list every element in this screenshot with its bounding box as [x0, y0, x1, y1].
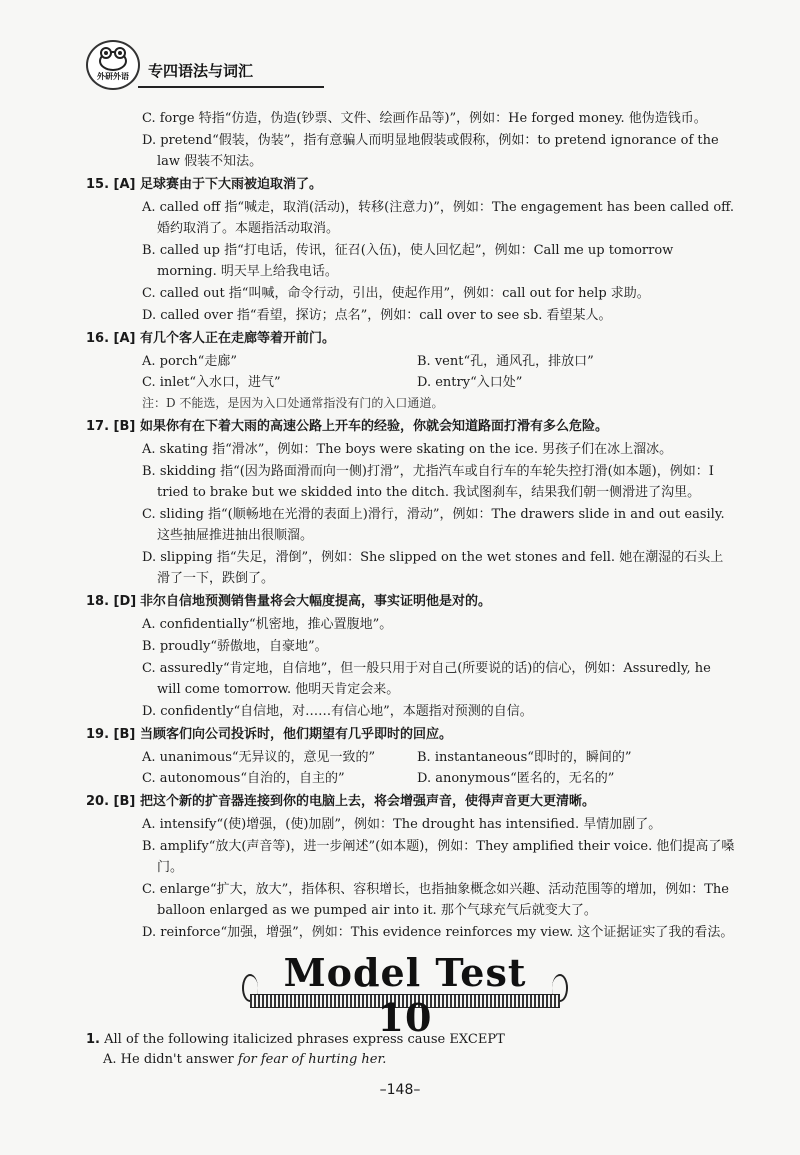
option-explanation: C. sliding 指“(顺畅地在光滑的表面上)滑行，滑动”，例如：The drawers slide in and out easily. 这些抽屉推进抽出很顺溜。 [142, 507, 725, 543]
option-explanation: D. pretend“假装，伪装”，指有意骗人而明显地假装或假称，例如：to pretend ignorance of the law 假装不知法。 [142, 133, 719, 169]
option-explanation: B. skidding 指“(因为路面滑而向一侧)打滑”，尤指汽车或自行车的车轮失控打滑(如本题)，例如：I tried to brake but we skidded into the ditch. 我试图刹车，结果我们朝一侧滑进了沟里。 [142, 464, 714, 500]
option-explanation: A. confidentially“机密地，推心置腹地”。 [142, 617, 393, 632]
option-row [142, 768, 736, 789]
question-number: 19. [B] [86, 727, 136, 742]
question-stem [86, 1030, 736, 1050]
option-item: B. instantaneous“即时的，瞬间的” [417, 750, 632, 765]
test-question [86, 1030, 736, 1070]
option-explanation: D. confidently“自信地，对……有信心地”，本题指对预测的自信。 [142, 704, 533, 719]
option-explanation: D. reinforce“加强，增强”，例如：This evidence reinforces my view. 这个证据证实了我的看法。 [142, 925, 734, 940]
question-heading [86, 591, 736, 612]
option-explanation: D. slipping 指“失足，滑倒”，例如：She slipped on the wet stones and fell. 她在潮湿的石头上滑了一下，跌倒了。 [142, 550, 724, 586]
model-test-title: Model Test 10 [283, 950, 527, 1040]
page-number: –148– [379, 1082, 421, 1098]
publisher-logo [86, 40, 140, 90]
question-translation: 有几个客人正在走廊等着开前门。 [140, 331, 336, 346]
question-number: 20. [B] [86, 794, 136, 809]
option-item: B. vent“孔，通风孔，排放口” [417, 354, 594, 369]
question-translation: 足球赛由于下大雨被迫取消了。 [140, 177, 323, 192]
question-translation: 非尔自信地预测销售量将会大幅度提高，事实证明他是对的。 [140, 594, 492, 609]
option-explanation: A. called off 指“喊走，取消(活动)，转移(注意力)”，例如：The engagement has been called off. 婚约取消了。本题指活动取消。 [142, 200, 735, 236]
question-heading [86, 724, 736, 745]
option-item: D. anonymous“匿名的，无名的” [417, 771, 615, 786]
option-explanation: B. amplify“放大(声音等)，进一步阐述”(如本题)，例如：They amplified their voice. 他们提高了嗓门。 [142, 839, 735, 875]
question-heading [86, 174, 736, 195]
question-translation: 如果你有在下着大雨的高速公路上开车的经验，你就会知道路面打滑有多么危险。 [140, 419, 609, 434]
question-number: 15. [A] [86, 177, 136, 192]
option-label: A. He didn't answer [103, 1052, 234, 1067]
option-row [142, 747, 736, 768]
question-translation: 把这个新的扩音器连接到你的电脑上去，将会增强声音，使得声音更大更清晰。 [140, 794, 596, 809]
question-text: All of the following italicized phrases express cause EXCEPT [104, 1032, 505, 1047]
option-explanation: A. skating 指“滑冰”，例如：The boys were skating on the ice. 男孩子们在冰上溜冰。 [142, 442, 673, 457]
question-number: 1. [86, 1032, 100, 1047]
model-test-banner [250, 950, 560, 1040]
frog-icon [96, 47, 130, 71]
answer-option [103, 1050, 736, 1070]
option-explanation: C. assuredly“肯定地，自信地”，但一般只用于对自己(所要说的话)的信心，例如：Assuredly, he will come tomorrow. 他明天肯定会来。 [142, 661, 711, 697]
question-number: 16. [A] [86, 331, 136, 346]
option-item: A. porch“走廊” [142, 354, 237, 369]
option-explanation: C. enlarge“扩大，放大”，指体积、容积增长，也指抽象概念如兴趣、活动范围等的增加，例如：The balloon enlarged as we pumped air into it. 那个气球充气后就变大了。 [142, 882, 729, 918]
question-heading [86, 328, 736, 349]
option-item: A. unanimous“无异议的，意见一致的” [142, 750, 376, 765]
question-heading [86, 791, 736, 812]
option-item: D. entry“入口处” [417, 375, 523, 390]
option-item: C. inlet“入水口，进气” [142, 375, 281, 390]
logo-text: 外研外语 [97, 72, 129, 81]
option-explanation: C. forge 特指“仿造，伪造(钞票、文件、绘画作品等)”，例如：He forged money. 他伪造钱币。 [142, 111, 707, 126]
option-explanation: B. called up 指“打电话，传讯，征召(入伍)，使人回忆起”，例如：Call me up tomorrow morning. 明天早上给我电话。 [142, 243, 674, 279]
option-explanation: B. proudly“骄傲地，自豪地”。 [142, 639, 328, 654]
question-translation: 当顾客们向公司投诉时，他们期望有几乎即时的回应。 [140, 727, 453, 742]
option-explanation: C. called out 指“叫喊，命令行动，引出，使起作用”，例如：call out for help 求助。 [142, 286, 650, 301]
question-number: 18. [D] [86, 594, 137, 609]
option-italic-phrase: for fear of hurting her. [237, 1052, 387, 1067]
header-divider [138, 86, 324, 88]
explanations [86, 108, 736, 944]
option-explanation: A. intensify“(使)增强，(使)加剧”，例如：The drought has intensified. 旱情加剧了。 [142, 817, 662, 832]
option-item: C. autonomous“自治的，自主的” [142, 771, 345, 786]
option-explanation: D. called over 指“看望，探访；点名”，例如：call over to see sb. 看望某人。 [142, 308, 612, 323]
question-heading [86, 416, 736, 437]
option-row [142, 351, 736, 372]
section-title: 专四语法与词汇 [148, 62, 254, 80]
note-text: 注：D 不能选，是因为入口处通常指没有门的入口通道。 [142, 396, 444, 410]
option-row [142, 372, 736, 393]
question-number: 17. [B] [86, 419, 136, 434]
page-header [86, 38, 316, 90]
